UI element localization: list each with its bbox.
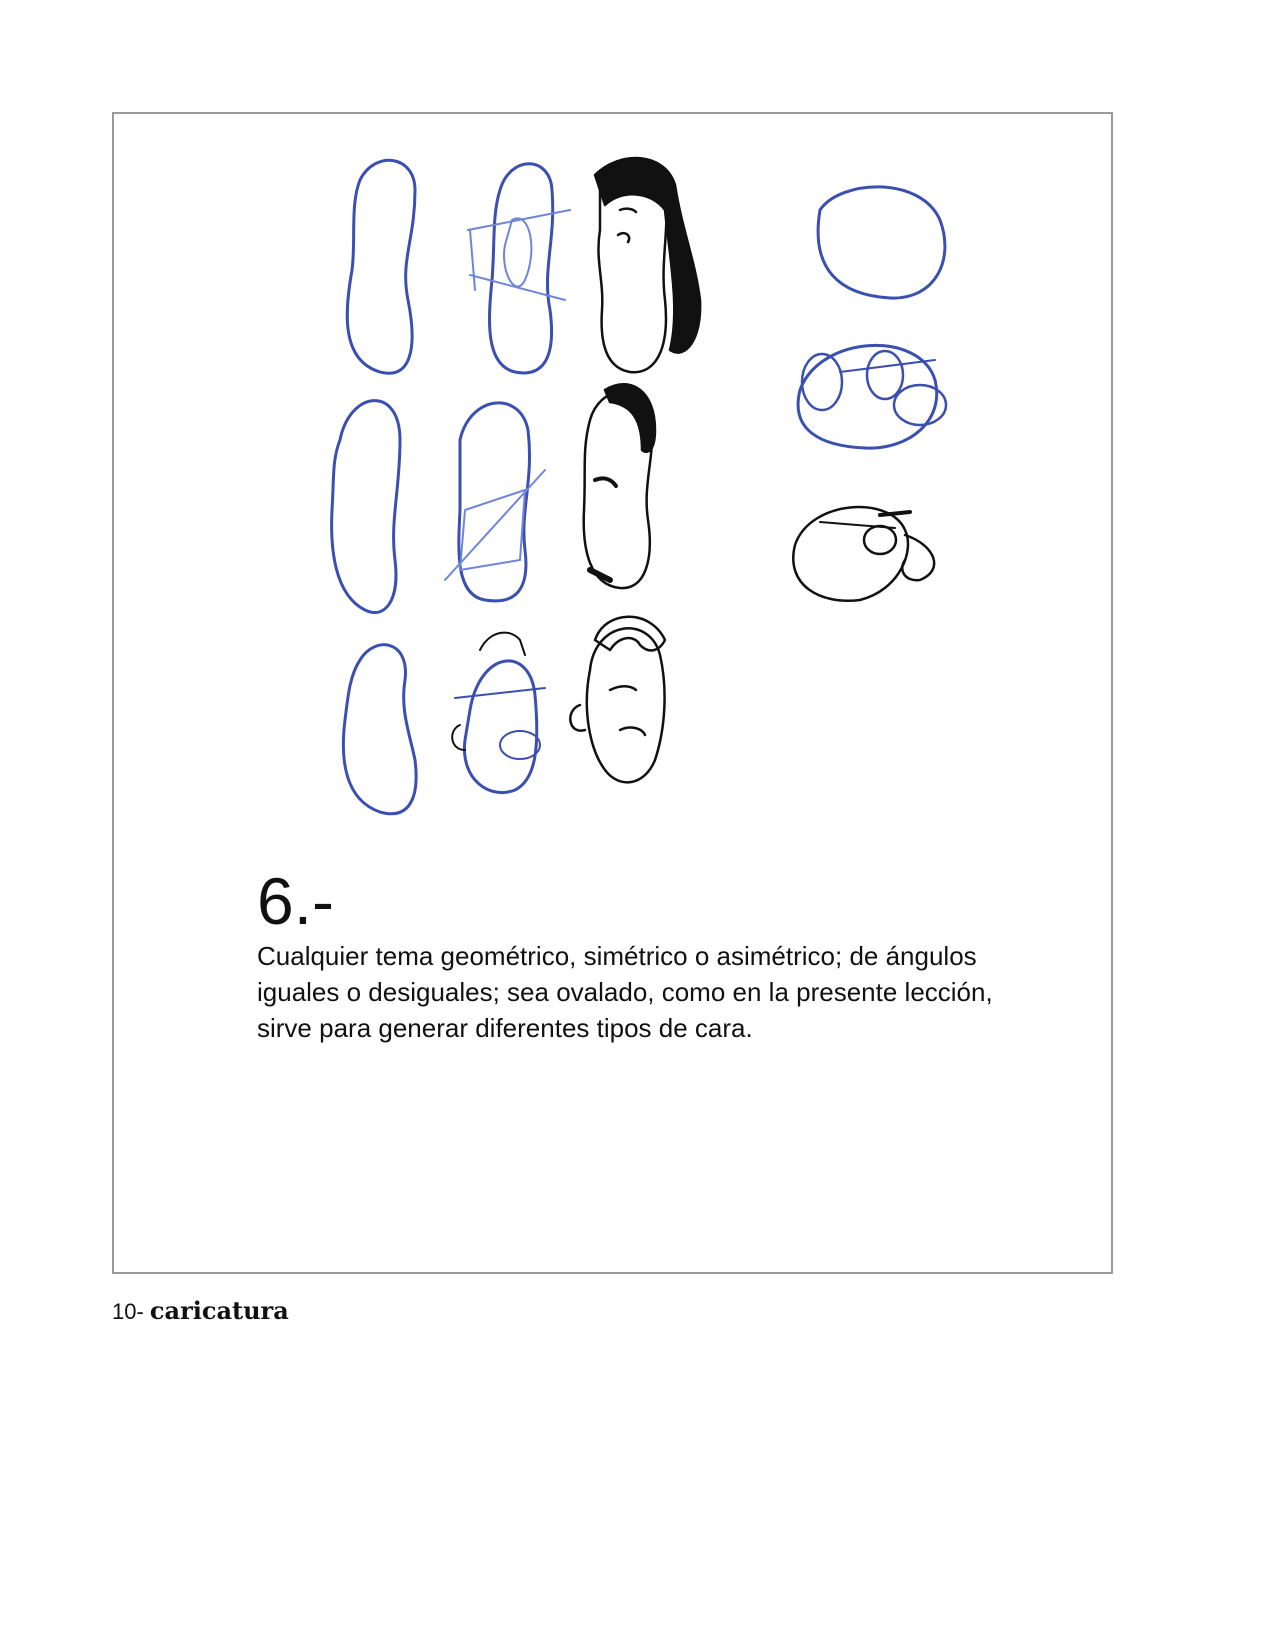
oval-shape-2 bbox=[332, 401, 400, 613]
oval-shape-head-1 bbox=[818, 187, 945, 298]
page-footer bbox=[112, 1296, 289, 1325]
caricature-face-3 bbox=[570, 617, 665, 783]
construction-head-2 bbox=[798, 345, 946, 448]
caricature-face-2 bbox=[584, 384, 655, 588]
construction-face-3 bbox=[452, 633, 545, 793]
step-number: 6.- bbox=[257, 864, 335, 938]
page-number: 10- bbox=[112, 1299, 144, 1324]
caricature-construction-illustration bbox=[320, 150, 1000, 860]
oval-shape-1 bbox=[347, 160, 415, 373]
oval-shape-3 bbox=[343, 645, 416, 814]
caricature-face-1 bbox=[595, 158, 700, 372]
lesson-text: Cualquier tema geométrico, simétrico o asimétrico; de ángulos iguales o desiguales; sea ovalado, como en la presente lección, sirve para generar diferentes tipos de cara. bbox=[257, 941, 993, 1043]
construction-shape-2 bbox=[445, 403, 545, 601]
footer-title: caricatura bbox=[149, 1296, 289, 1325]
caricature-head-profile bbox=[793, 507, 934, 601]
construction-shape-1 bbox=[468, 164, 570, 373]
